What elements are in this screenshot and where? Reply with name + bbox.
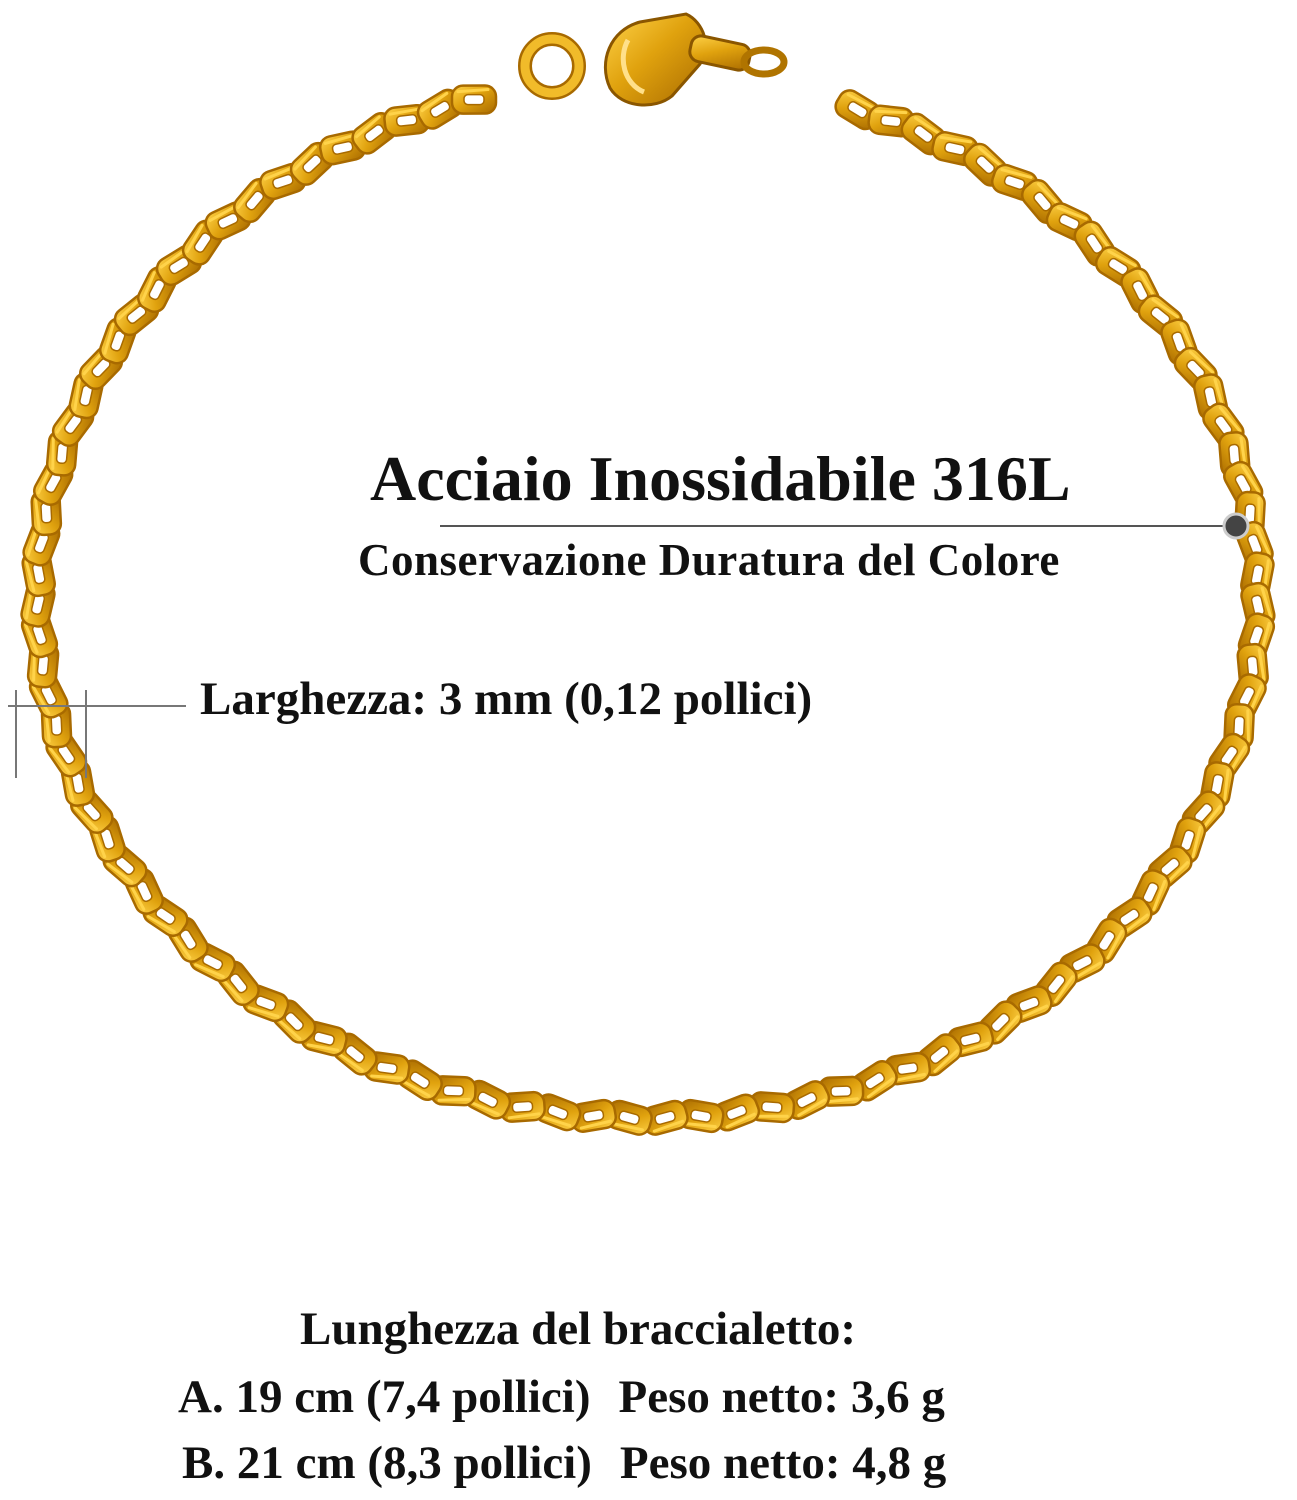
length-option-b [182, 1436, 946, 1490]
option-b-weight: Peso netto: 4,8 g [619, 1437, 947, 1489]
material-title: Acciaio Inossidabile 316L [370, 443, 1071, 514]
length-heading: Lunghezza del braccialetto: [300, 1303, 857, 1355]
length-option-a [178, 1370, 945, 1424]
width-label: Larghezza: 3 mm (0,12 pollici) [200, 673, 813, 725]
material-subtitle: Conservazione Duratura del Colore [358, 535, 1060, 585]
jump-ring-icon [525, 39, 579, 93]
option-a-length: A. 19 cm (7,4 pollici) [178, 1371, 591, 1423]
chain-link [452, 86, 496, 114]
width-leader-line [8, 690, 186, 778]
option-a-weight: Peso netto: 3,6 g [618, 1371, 945, 1423]
chain-links [19, 86, 1277, 1138]
option-b-length: B. 21 cm (8,3 pollici) [182, 1437, 592, 1489]
lobster-clasp-icon [605, 14, 784, 105]
